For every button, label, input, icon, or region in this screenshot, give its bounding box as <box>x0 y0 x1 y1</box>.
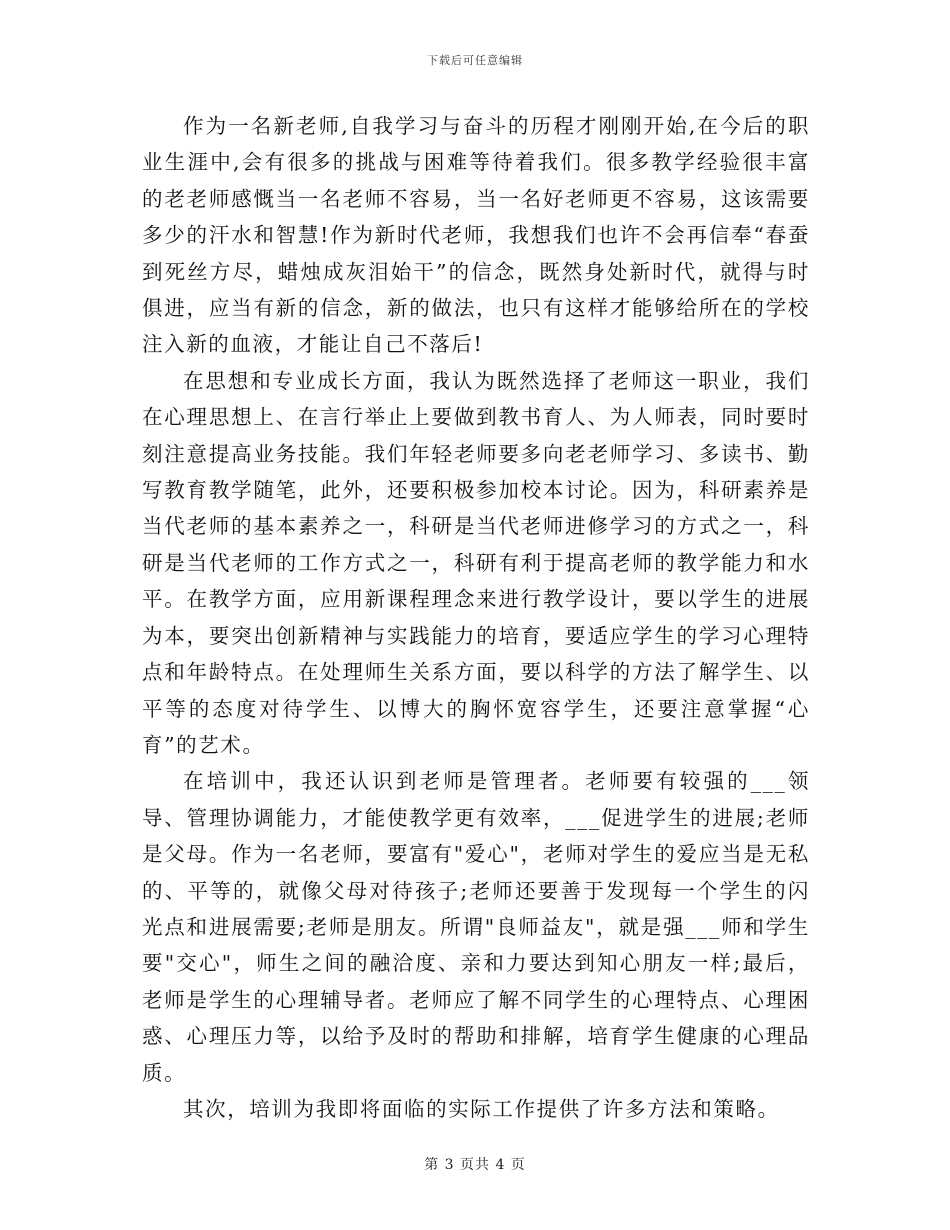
paragraph-4: 其次，培训为我即将面临的实际工作提供了许多方法和策略。 <box>183 1096 780 1121</box>
page-number: 第 3 页共 4 页 <box>424 1157 526 1173</box>
paragraph-1: 作为一名新老师,自我学习与奋斗的历程才刚刚开始,在今后的职业生涯中,会有很多的挑战与困难等待着我们。很多教学经验很丰富的老老师感慨当一名老师不容易，当一名好老师更不容易，这该需要多少的汗水和智慧!作为新时代老师，我想我们也许不会再信奉“春蚕到死丝方尽，蜡烛成灰泪始干”的信念，既然身处新时代，就得与时俱进，应当有新的信念，新的做法，也只有这样才能够给所在的学校注入新的血液，才能让自己不落后! <box>142 114 810 357</box>
document-body <box>142 108 810 1127</box>
paragraph-3: 在培训中，我还认识到老师是管理者。老师要有较强的___领导、管理协调能力，才能使教学更有效率，___促进学生的进展;老师是父母。作为一名老师，要富有"爱心"，老师对学生的爱应当是无私的、平等的，就像父母对待孩子;老师还要善于发现每一个学生的闪光点和进展需要;老师是朋友。所谓"良师益友"，就是强___师和学生要"交心"，师生之间的融洽度、亲和力要达到知心朋友一样;最后，老师是学生的心理辅导者。老师应了解不同学生的心理特点、心理困惑、心理压力等，以给予及时的帮助和排解，培育学生健康的心理品质。 <box>142 769 810 1085</box>
header-note: 下载后可任意编辑 <box>427 54 523 67</box>
paragraph-2: 在思想和专业成长方面，我认为既然选择了老师这一职业，我们在心理思想上、在言行举止上要做到教书育人、为人师表，同时要时刻注意提高业务技能。我们年轻老师要多向老老师学习、多读书、勤写教育教学随笔，此外，还要积极参加校本讨论。因为，科研素养是当代老师的基本素养之一，科研是当代老师进修学习的方式之一，科研是当代老师的工作方式之一，科研有利于提高老师的教学能力和水平。在教学方面，应用新课程理念来进行教学设计，要以学生的进展为本，要突出创新精神与实践能力的培育，要适应学生的学习心理特点和年龄特点。在处理师生关系方面，要以科学的方法了解学生、以平等的态度对待学生、以博大的胸怀宽容学生，还要注意掌握“心育”的艺术。 <box>142 368 810 757</box>
